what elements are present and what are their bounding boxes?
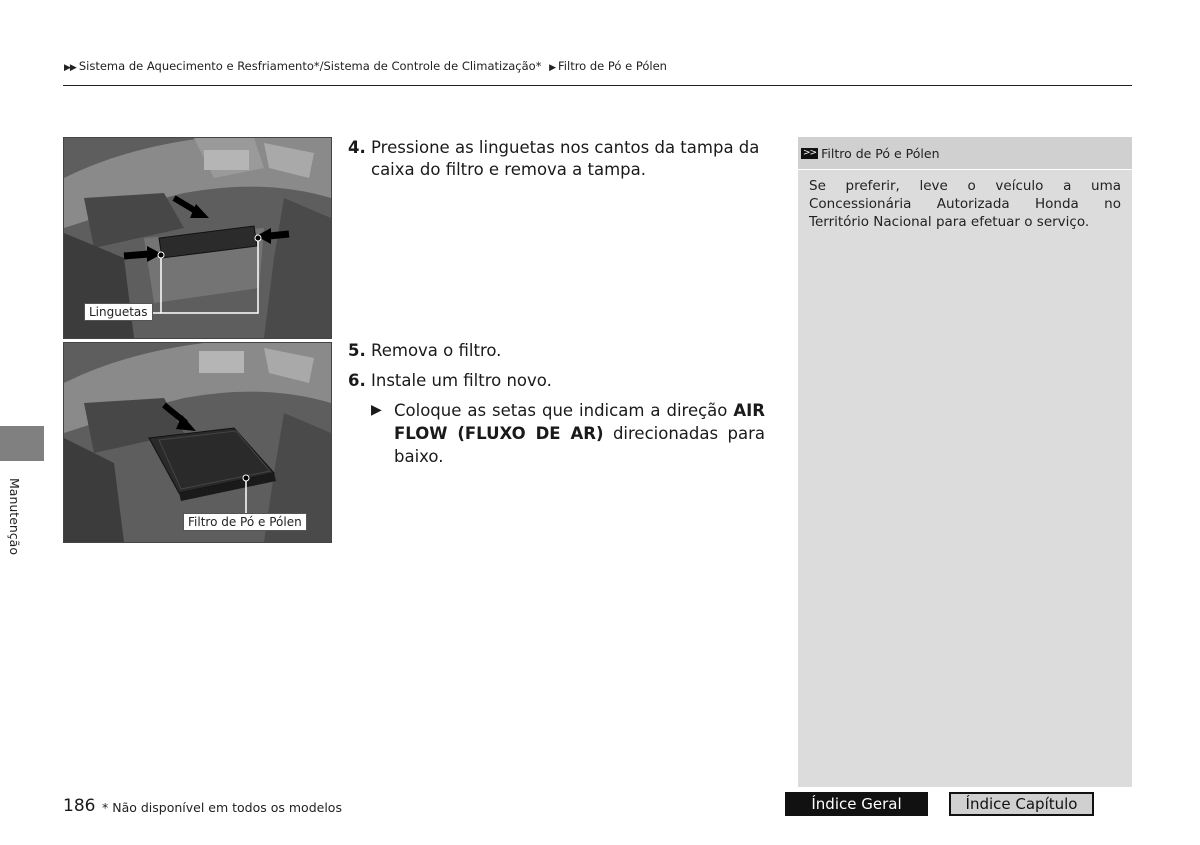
figure-label-filtro: Filtro de Pó e Pólen [183, 513, 307, 531]
step-5 [348, 340, 768, 362]
sidebar-header [798, 137, 1132, 170]
substep-text [394, 399, 765, 468]
photo-dust-filter [63, 342, 332, 543]
step-6 [348, 370, 768, 392]
step-number: 4. [348, 138, 366, 157]
footnote: * Não disponível em todos os modelos [102, 800, 342, 815]
breadcrumb [64, 59, 667, 73]
chapter-tab-marker [0, 426, 44, 461]
substep-text-before: Coloque as setas que indicam a direção [394, 401, 734, 420]
chapter-tab-label: Manutenção [7, 478, 22, 555]
header-divider [63, 85, 1132, 86]
breadcrumb-current: Filtro de Pó e Pólen [558, 59, 667, 73]
substep-airflow [371, 399, 765, 468]
step-text: Remova o filtro. [371, 341, 502, 360]
substep-bold: AIR FLOW (FLUXO DE AR) [394, 401, 765, 443]
triangle-icon: ▶ [549, 63, 556, 73]
step-4 [348, 137, 768, 181]
sidebar-note [798, 137, 1132, 787]
index-chapter-button[interactable]: Índice Capítulo [949, 792, 1094, 816]
triangle-bullet-icon: ▶ [371, 402, 382, 418]
index-general-button[interactable]: Índice Geral [785, 792, 928, 816]
double-triangle-icon: ▶▶ [64, 63, 76, 73]
double-chevron-icon: >> [803, 147, 817, 158]
page-number: 186 [63, 796, 96, 816]
step-text: Pressione as linguetas nos cantos da tampa da caixa do filtro e remova a tampa. [371, 138, 760, 179]
step-number: 5. [348, 341, 366, 360]
figure-label-linguetas: Linguetas [84, 303, 153, 321]
sidebar-title: Filtro de Pó e Pólen [821, 145, 940, 161]
sidebar-body: Se preferir, leve o veículo a uma Concessionária Autorizada Honda no Território Nacional para efetuar o serviço. [809, 178, 1121, 230]
breadcrumb-parent[interactable]: Sistema de Aquecimento e Resfriamento*/Sistema de Controle de Climatização* [78, 59, 542, 73]
step-text: Instale um filtro novo. [371, 371, 552, 390]
substep-text-after: direcionadas para baixo. [394, 424, 765, 466]
photo-filter-cover [63, 137, 332, 339]
step-number: 6. [348, 371, 366, 390]
